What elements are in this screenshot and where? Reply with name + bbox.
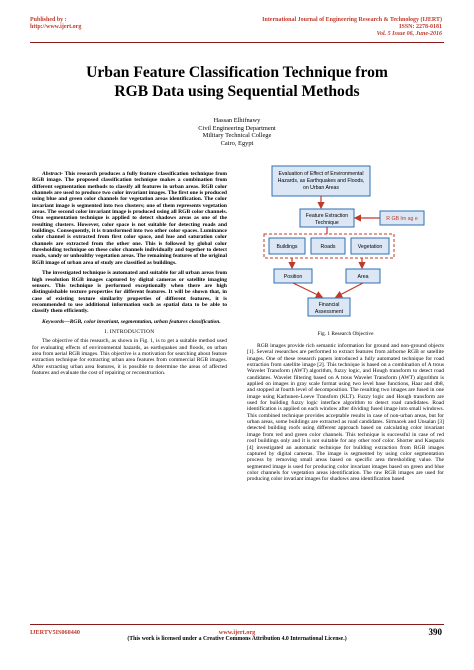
journal-info [262, 17, 442, 39]
footer-center [30, 629, 444, 643]
figure-caption: Fig. 1 Research Objective [317, 331, 374, 337]
author-college: Military Technical College [202, 132, 272, 140]
left-column [32, 171, 227, 380]
journal-issn: ISSN: 2278-0181 [399, 24, 442, 31]
arrow-area-financial [336, 283, 363, 297]
fet-line-1: Feature Extraction [305, 213, 349, 219]
page-number: 390 [428, 627, 442, 637]
journal-volume: Vol. 5 Issue 06, June-2016 [376, 31, 442, 38]
section-heading-introduction: I. INTRODUCTION [104, 328, 155, 335]
title-line-1: Urban Feature Classification Technique from [86, 64, 388, 81]
abstract-paragraph-2: The investigated technique is automated and suitable for all urban areas from high resolution RGB images captured by digital cameras or satellite imaging sensors. This technique is performed exceptionally when there are high distinguishable texture properties for different features. It will be shown that, in case of existing texture similarity properties of different features, it is recommended to use additional information such as spatial data to be able to classify them efficiently. [32, 270, 227, 315]
header-rule [30, 42, 444, 43]
right-column [247, 343, 444, 487]
intro-paragraph: The objective of this research, as shown in Fig. 1, is to get a suitable method used for evaluating effects of environmental hazards, as earthquakes and floods, on urban area from aerial RGB images. This objective is a motivation for searching about feature extraction technique for extracting urban area features from commercial RGB images. After extracting urban area features, it is possible to determine the areas of affected features and evaluate the cost of repairing or reconstruction. [32, 338, 227, 376]
eval-line-3: on Urban Areas [302, 185, 340, 191]
position-label: Position [283, 274, 303, 280]
financial-line-1: Financial [318, 302, 340, 308]
roads-label: Roads [320, 244, 336, 250]
footer-website[interactable]: www.ijert.org [218, 629, 256, 636]
eval-line-1: Evaluation of Effect of Environmental [278, 171, 364, 177]
publisher-info [30, 17, 81, 31]
license-note: (This work is licensed under a Creative Commons Attribution 4.0 International License.) [127, 636, 347, 642]
author-name: Hassan Elhifnawy [213, 117, 261, 124]
keywords: Keywords—RGB, color invariant, segmentation, urban features classification. [42, 318, 221, 325]
author-city: Cairo, Egypt [220, 139, 254, 147]
vegetation-label: Vegetation [357, 244, 383, 250]
publisher-url[interactable]: http://www.ijert.org [30, 24, 82, 31]
author-block [30, 117, 444, 147]
author-dept: Civil Engineering Department [198, 124, 276, 132]
area-label: Area [357, 274, 369, 280]
buildings-label: Buildings [276, 244, 298, 250]
abstract-paragraph [32, 171, 227, 266]
paper-id: IJERTV5IS060440 [30, 629, 80, 636]
fet-line-2: Technique [315, 220, 339, 226]
paper-title [30, 63, 444, 101]
journal-name: International Journal of Engineering Research & Technology (IJERT) [262, 17, 442, 23]
footer-rule [30, 624, 444, 625]
rgb-label: R GB Im ag e [386, 216, 418, 222]
publisher-label: Published by : [30, 17, 67, 23]
figure-research-objective [262, 164, 432, 326]
right-paragraph: RGB images provide rich semantic information for ground and non-ground objects [1]. Several researches are performed to extract features from airborne RGB or satellite images. One of these research papers introduced a fully automated technique for road extraction from satellite image [2]. This technique is based on a combination of A trous Wavelet Transform (AWT) algorithm, fuzzy logic, and Hough transform to detect road candidates. Wavelet filtering based on A trous Wavelet Transform (AWT) algorithm is applied on images in gray scale format using two level base functions, Haar and db8, and stopped at fourth level of decomposition. The resulting two images are fused in one image using Karhunen-Loeve Transfom (KLT). Fuzzy logic and Hough transform are used for building fuzzy logic interface algorithm to detect road candidates. Road identification is applied on each window after dividing fused image into small windows. This combined technique provides acceptable results in case of non-urban areas, but for urban areas, some buildings are extracted as road candidates. Sirmacek and Unsalan [3] detected building roofs using different approach based on calculating color invariant image from red and green color channels. This technique is successful in case of red roof buildings only and it is not suitable for any other roof color. Shorter and Kasparis [4] investigated an automatic technique for building extraction from RGB images captured by digital cameras. The image is segmented by using color segmentation process by removing small areas based on specific area thresholding value. The segmented image is used for producing color invariant images based on green and blue color channels for vegetation areas identification. The raw RGB images are used for producing color invariant images for shadows area identification based [247, 343, 444, 483]
abstract-text: This research produces a fully feature classification technique from RGB image. The proposed classification technique makes a combination from different segmentation methods to classify all features in urban areas. RGB color channels are used to produce two color invariant images. The first one is produced using blue and green color channels for vegetation areas identification. The color invariant image is segmented into two clusters; one of them represents vegetation areas. The second color invariant image is produced using all RGB color channels. Otsu segmentation technique is applied to detect shadows areas as one of the resulting clusters. However, color space is not suitable for detecting roads and buildings. Consequently, it is transformed into two other color spaces. Luminance color channel is extracted from first color space, and hue and saturation color channels are extracted from the other one. This is followed by global color thresholding technique on these color channels individually and together to detect roads, sandy or unhealthy vegetation areas. The remaining features of the original RGB image of urban area of study are classified as buildings. [32, 171, 227, 266]
abstract-label: Abstract- [42, 171, 63, 177]
title-line-2: RGB Data using Sequential Methods [114, 83, 360, 100]
eval-line-2: Hazards, as Earthquakes and Floods, [277, 178, 365, 184]
arrow-position-financial [293, 283, 322, 297]
financial-line-2: Assessment [314, 309, 344, 315]
